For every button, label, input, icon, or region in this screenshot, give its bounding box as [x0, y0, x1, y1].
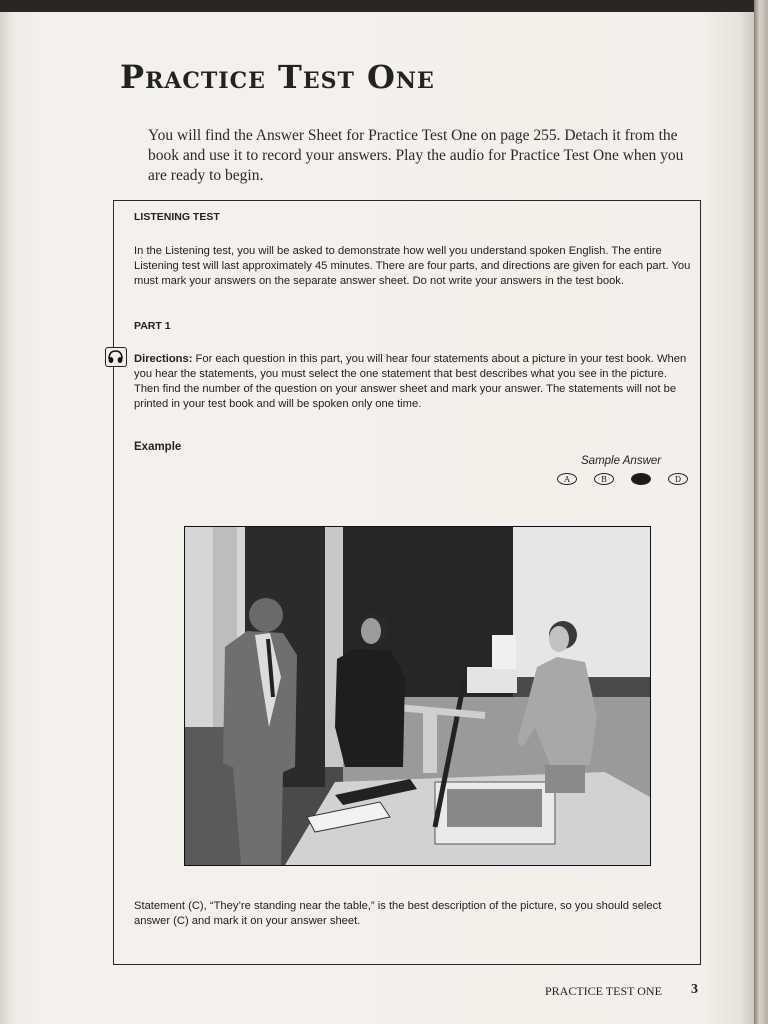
answer-bubble-a: A	[557, 473, 577, 485]
listening-paragraph: In the Listening test, you will be asked to demonstrate how well you understand spoken English. The entire Listening test will last approximately 45 minutes. There are four parts, and directions are given for each part. You must mark your answers on the separate answer sheet. Do not write your answers in the test book.	[134, 245, 691, 287]
book-spine	[754, 0, 768, 1024]
example-photo	[184, 526, 651, 866]
answer-bubble-d: D	[668, 473, 688, 485]
answer-bubble-c-filled	[631, 473, 651, 485]
example-label: Example	[134, 441, 182, 453]
directions-paragraph	[134, 352, 692, 412]
running-footer: PRACTICE TEST ONE	[545, 984, 662, 998]
listening-test-box	[113, 200, 701, 965]
listening-heading: LISTENING TEST	[134, 211, 220, 223]
part-heading: PART 1	[134, 320, 171, 332]
page-title: Practice Test One	[120, 58, 435, 96]
intro-paragraph: You will find the Answer Sheet for Practice Test One on page 255. Detach it from the book and use it to record your answers. Play the audio for Practice Test One when you are ready to begin.	[148, 127, 684, 184]
directions-label: Directions:	[134, 353, 193, 365]
example-explanation: Statement (C), “They’re standing near the table,” is the best description of the picture, so you should select answer (C) and mark it on your answer sheet.	[134, 900, 662, 927]
directions-text: For each question in this part, you will hear four statements about a picture in your test book. When you hear the statements, you must select the one statement that best describes what you see in the picture. Then find the number of the question on your answer sheet and mark your answer. The statements will not be printed in your test book and will be spoken only one time.	[134, 353, 687, 410]
sample-answer-label: Sample Answer	[581, 455, 662, 467]
answer-bubbles	[557, 473, 688, 485]
book-page	[0, 12, 754, 1024]
headphones-icon	[105, 347, 127, 367]
answer-bubble-b: B	[594, 473, 614, 485]
page-number: 3	[691, 982, 698, 997]
